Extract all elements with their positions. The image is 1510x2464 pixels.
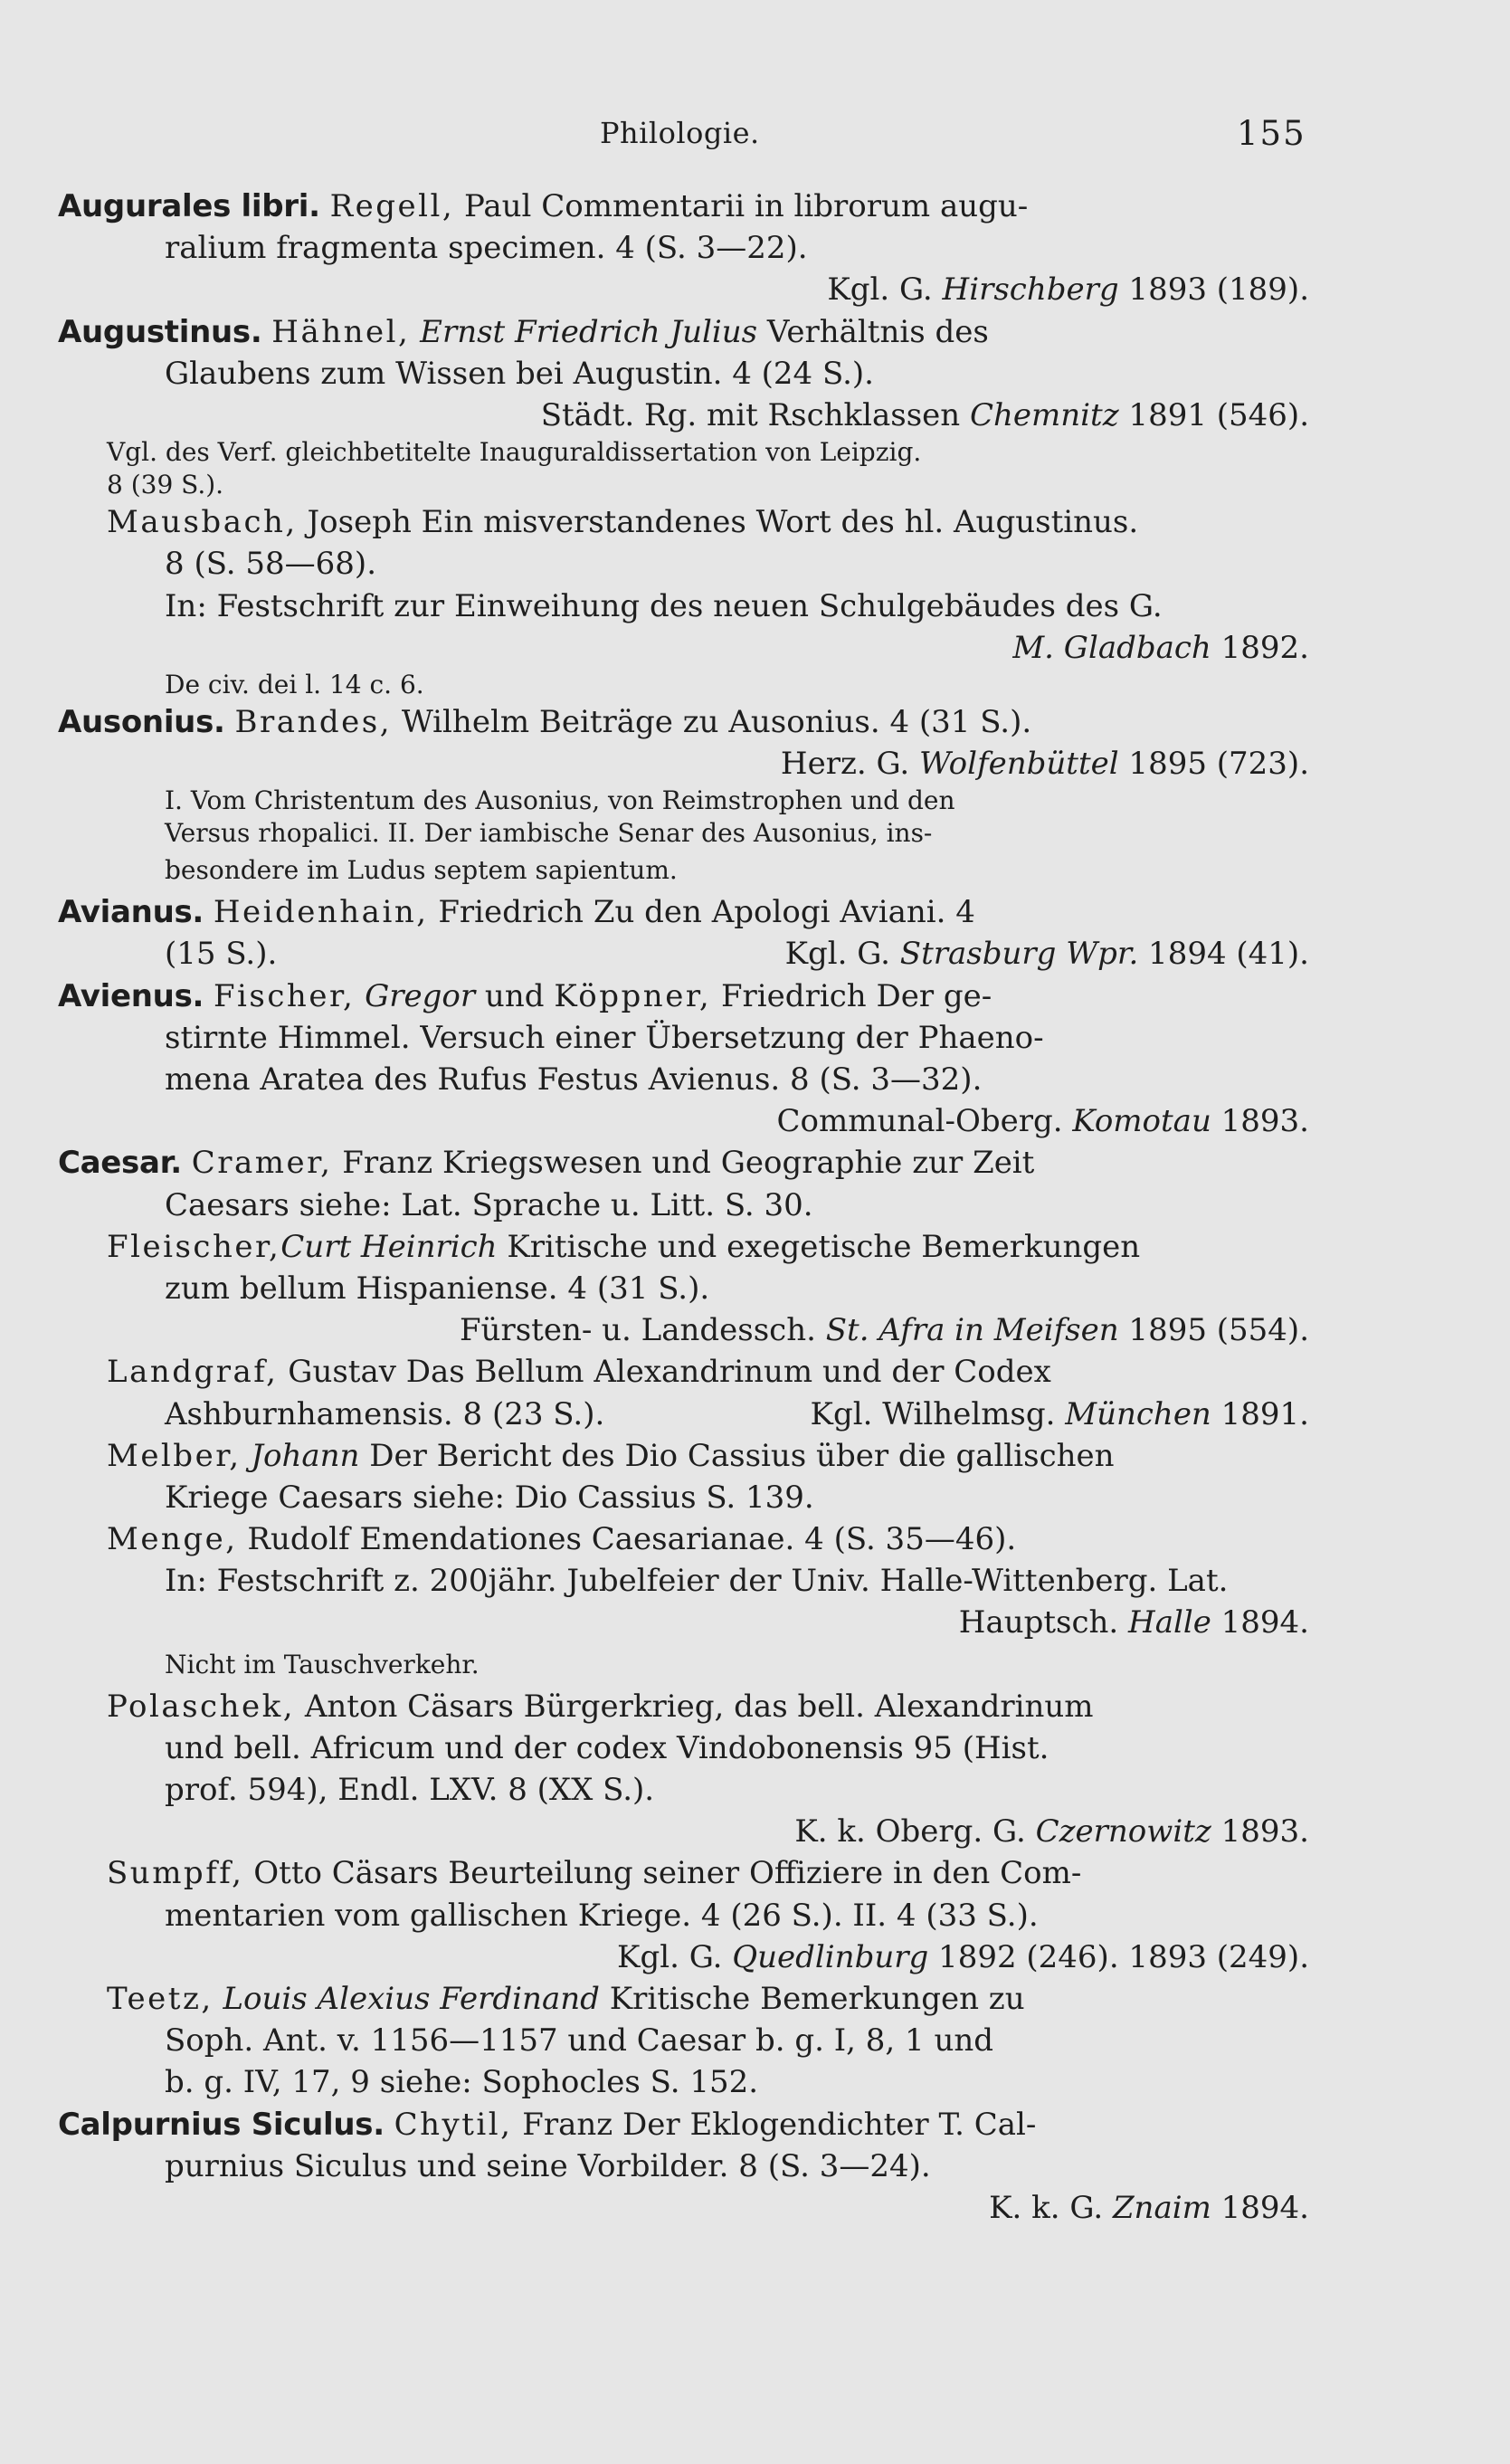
entry-text: Joseph Ein misverstandenes Wort des hl. Augustinus.: [297, 504, 1139, 541]
school-year: 1894.: [1211, 2189, 1309, 2226]
entry-text: Franz Der Eklogendichter T. Cal-: [512, 2106, 1037, 2143]
entry-text: Friedrich Zu den Apologi Aviani. 4: [428, 894, 975, 931]
entry-text: Franz Kriegswesen und Geographie zur Zeit: [332, 1145, 1035, 1182]
entry-text: Soph. Ant. v. 1156—1157 und Caesar b. g. I, 8, 1 und: [165, 2022, 994, 2060]
entry-text: Kriege Caesars siehe: Dio Cassius S. 139.: [165, 1479, 814, 1516]
school-name: K. k. G.: [989, 2189, 1113, 2226]
school-city: Quedlinburg: [732, 1938, 929, 1975]
school-year: 1892.: [1211, 629, 1309, 666]
entry-text: 8 (S. 58—68).: [165, 546, 376, 583]
entry-text: Kritische Bemerkungen zu: [599, 1980, 1025, 2017]
entry-text: und bell. Africum und der codex Vindobonensis 95 (Hist.: [165, 1729, 1049, 1766]
school-city: Czernowitz: [1035, 1813, 1211, 1850]
entry-text: purnius Siculus und seine Vorbilder. 8 (S. 3—24).: [165, 2147, 931, 2184]
entry-text: mena Aratea des Rufus Festus Avienus. 8 (S. 3—32).: [165, 1061, 983, 1098]
subject-heading: Augustinus.: [58, 313, 262, 350]
entry-text: Otto Cäsars Beurteilung seiner Offiziere in den Com-: [243, 1855, 1082, 1892]
entry-text: Verhältnis des: [757, 313, 989, 350]
author-name: Hähnel,: [271, 313, 411, 350]
entry-text: Wilhelm Beiträge zu Ausonius. 4 (31 S.).: [392, 703, 1032, 740]
entry-text: und: [475, 977, 555, 1014]
author-name: Sumpff,: [107, 1855, 244, 1892]
entry-note: besondere im Ludus septem sapientum.: [165, 855, 678, 886]
running-head: Philologie.: [600, 116, 760, 150]
entry-text: Gustav Das Bellum Alexandrinum und der Codex: [278, 1354, 1051, 1391]
entry-text: stirnte Himmel. Versuch einer Übersetzung der Phaeno-: [165, 1019, 1044, 1056]
entry-text: prof. 594), Endl. LXV. 8 (XX S.).: [165, 1772, 655, 1808]
school-year: 1894 (41).: [1138, 936, 1309, 973]
entry-text: Paul Commentarii in librorum augu-: [454, 188, 1029, 224]
author-given-names: Curt Heinrich: [280, 1228, 498, 1265]
school-city: Wolfenbüttel: [919, 746, 1119, 783]
school-name: Herz. G.: [780, 746, 920, 783]
author-name: Regell,: [329, 188, 455, 224]
entry-caesar: [58, 1142, 1325, 2103]
author-name: Köppner,: [554, 977, 712, 1014]
entry-text: b. g. IV, 17, 9 siehe: Sophocles S. 152.: [165, 2064, 759, 2101]
entry-calpurnius: [58, 2104, 1325, 2230]
school-name: Kgl. Wilhelmsg.: [810, 1395, 1066, 1432]
author-name: Fischer,: [213, 977, 356, 1014]
school-year: 1891 (546).: [1118, 396, 1309, 433]
school-city: Chemnitz: [970, 396, 1119, 433]
school-city: Halle: [1128, 1604, 1211, 1641]
school-name: Hauptsch.: [958, 1604, 1129, 1641]
school-city: Strasburg Wpr.: [899, 936, 1139, 973]
entry-note: Versus rhopalici. II. Der iambische Senar des Ausonius, ins-: [165, 818, 933, 849]
entry-note: Nicht im Tauschverkehr.: [165, 1649, 480, 1679]
entry-text: mentarien vom gallischen Kriege. 4 (26 S.). II. 4 (33 S.).: [165, 1897, 1039, 1934]
school-year: 1895 (723).: [1118, 746, 1309, 783]
subject-heading: Augurales libri.: [58, 188, 320, 224]
entry-avianus: [58, 891, 1325, 975]
author-name: Fleischer,: [107, 1228, 281, 1265]
subject-heading: Ausonius.: [58, 703, 225, 740]
entry-note: De civ. dei l. 14 c. 6.: [165, 669, 424, 699]
entry-text: Anton Cäsars Bürgerkrieg, das bell. Alexandrinum: [295, 1688, 1094, 1725]
school-city: München: [1065, 1395, 1211, 1432]
author-name: Polaschek,: [107, 1688, 296, 1725]
entry-text: ralium fragmenta specimen. 4 (S. 3—22).: [165, 230, 808, 267]
entry-text: Friedrich Der ge-: [711, 977, 992, 1014]
school-name: Kgl. G.: [827, 271, 943, 309]
subject-heading: Avienus.: [58, 977, 204, 1014]
entry-augustinus: [58, 311, 1325, 701]
school-name: Städt. Rg. mit Rschklassen: [540, 396, 970, 433]
author-given-names: Ernst Friedrich Julius: [410, 313, 758, 350]
school-name: Kgl. G.: [617, 1938, 733, 1975]
entry-text: Ashburnhamensis. 8 (23 S.).: [165, 1395, 605, 1432]
subject-heading: Calpurnius Siculus.: [58, 2106, 385, 2143]
school-year: 1895 (554).: [1118, 1312, 1309, 1349]
author-name: Cramer,: [191, 1145, 333, 1182]
school-city: St. Afra in Meifsen: [825, 1312, 1119, 1349]
school-city: M. Gladbach: [1012, 629, 1211, 666]
entry-note: I. Vom Christentum des Ausonius, von Reimstrophen und den: [165, 785, 955, 816]
entry-text: Rudolf Emendationes Caesarianae. 4 (S. 35—46).: [237, 1521, 1017, 1558]
school-city: Komotau: [1072, 1103, 1211, 1140]
entry-text: Kritische und exegetische Bemerkungen: [497, 1228, 1141, 1265]
author-name: Teetz,: [107, 1980, 214, 2017]
author-name: Menge,: [107, 1521, 238, 1558]
school-year: 1892 (246). 1893 (249).: [928, 1938, 1309, 1975]
author-name: Heidenhain,: [213, 894, 429, 931]
entry-text: (15 S.).: [165, 936, 278, 973]
school-name: Fürsten- u. Landessch.: [459, 1312, 826, 1349]
author-name: Chytil,: [394, 2106, 513, 2143]
entry-note: Vgl. des Verf. gleichbetitelte Inauguraldissertation von Leipzig.: [107, 437, 922, 468]
entry-note: 8 (39 S.).: [107, 470, 224, 500]
school-city: Hirschberg: [942, 271, 1119, 309]
school-year: 1891.: [1211, 1395, 1309, 1432]
school-name: K. k. Oberg. G.: [794, 1813, 1036, 1850]
author-given-names: Louis Alexius Ferdinand: [213, 1980, 600, 2017]
entry-avienus: [58, 975, 1325, 1143]
school-name: Communal-Oberg.: [776, 1103, 1073, 1140]
page-number: 155: [1237, 114, 1306, 153]
entry-text: In: Festschrift zur Einweihung des neuen Schulgebäudes des G.: [165, 587, 1163, 624]
entry-ausonius: [58, 701, 1325, 891]
entry-text: Der Bericht des Dio Cassius über die gallischen: [359, 1437, 1115, 1474]
school-year: 1893.: [1211, 1813, 1309, 1850]
author-name: Melber,: [107, 1437, 242, 1474]
school-year: 1894.: [1211, 1604, 1309, 1641]
entry-text: In: Festschrift z. 200jähr. Jubelfeier der Univ. Halle-Wittenberg. Lat.: [165, 1563, 1229, 1600]
school-year: 1893.: [1211, 1103, 1309, 1140]
entry-text: Caesars siehe: Lat. Sprache u. Litt. S. 30.: [165, 1186, 813, 1223]
author-given-names: Johann: [241, 1437, 360, 1474]
school-name: Kgl. G.: [784, 936, 900, 973]
author-given-names: Gregor: [355, 977, 476, 1014]
school-year: 1893 (189).: [1118, 271, 1309, 309]
bibliography-list: [58, 186, 1325, 2229]
subject-heading: Caesar.: [58, 1145, 182, 1182]
entry-augurales: [58, 186, 1325, 311]
author-name: Brandes,: [234, 703, 393, 740]
entry-text: zum bellum Hispaniense. 4 (31 S.).: [165, 1270, 710, 1307]
author-name: Mausbach,: [107, 504, 298, 541]
author-name: Landgraf,: [107, 1354, 279, 1391]
subject-heading: Avianus.: [58, 894, 204, 931]
entry-text: Glaubens zum Wissen bei Augustin. 4 (24 S.).: [165, 355, 874, 392]
school-city: Znaim: [1112, 2189, 1211, 2226]
